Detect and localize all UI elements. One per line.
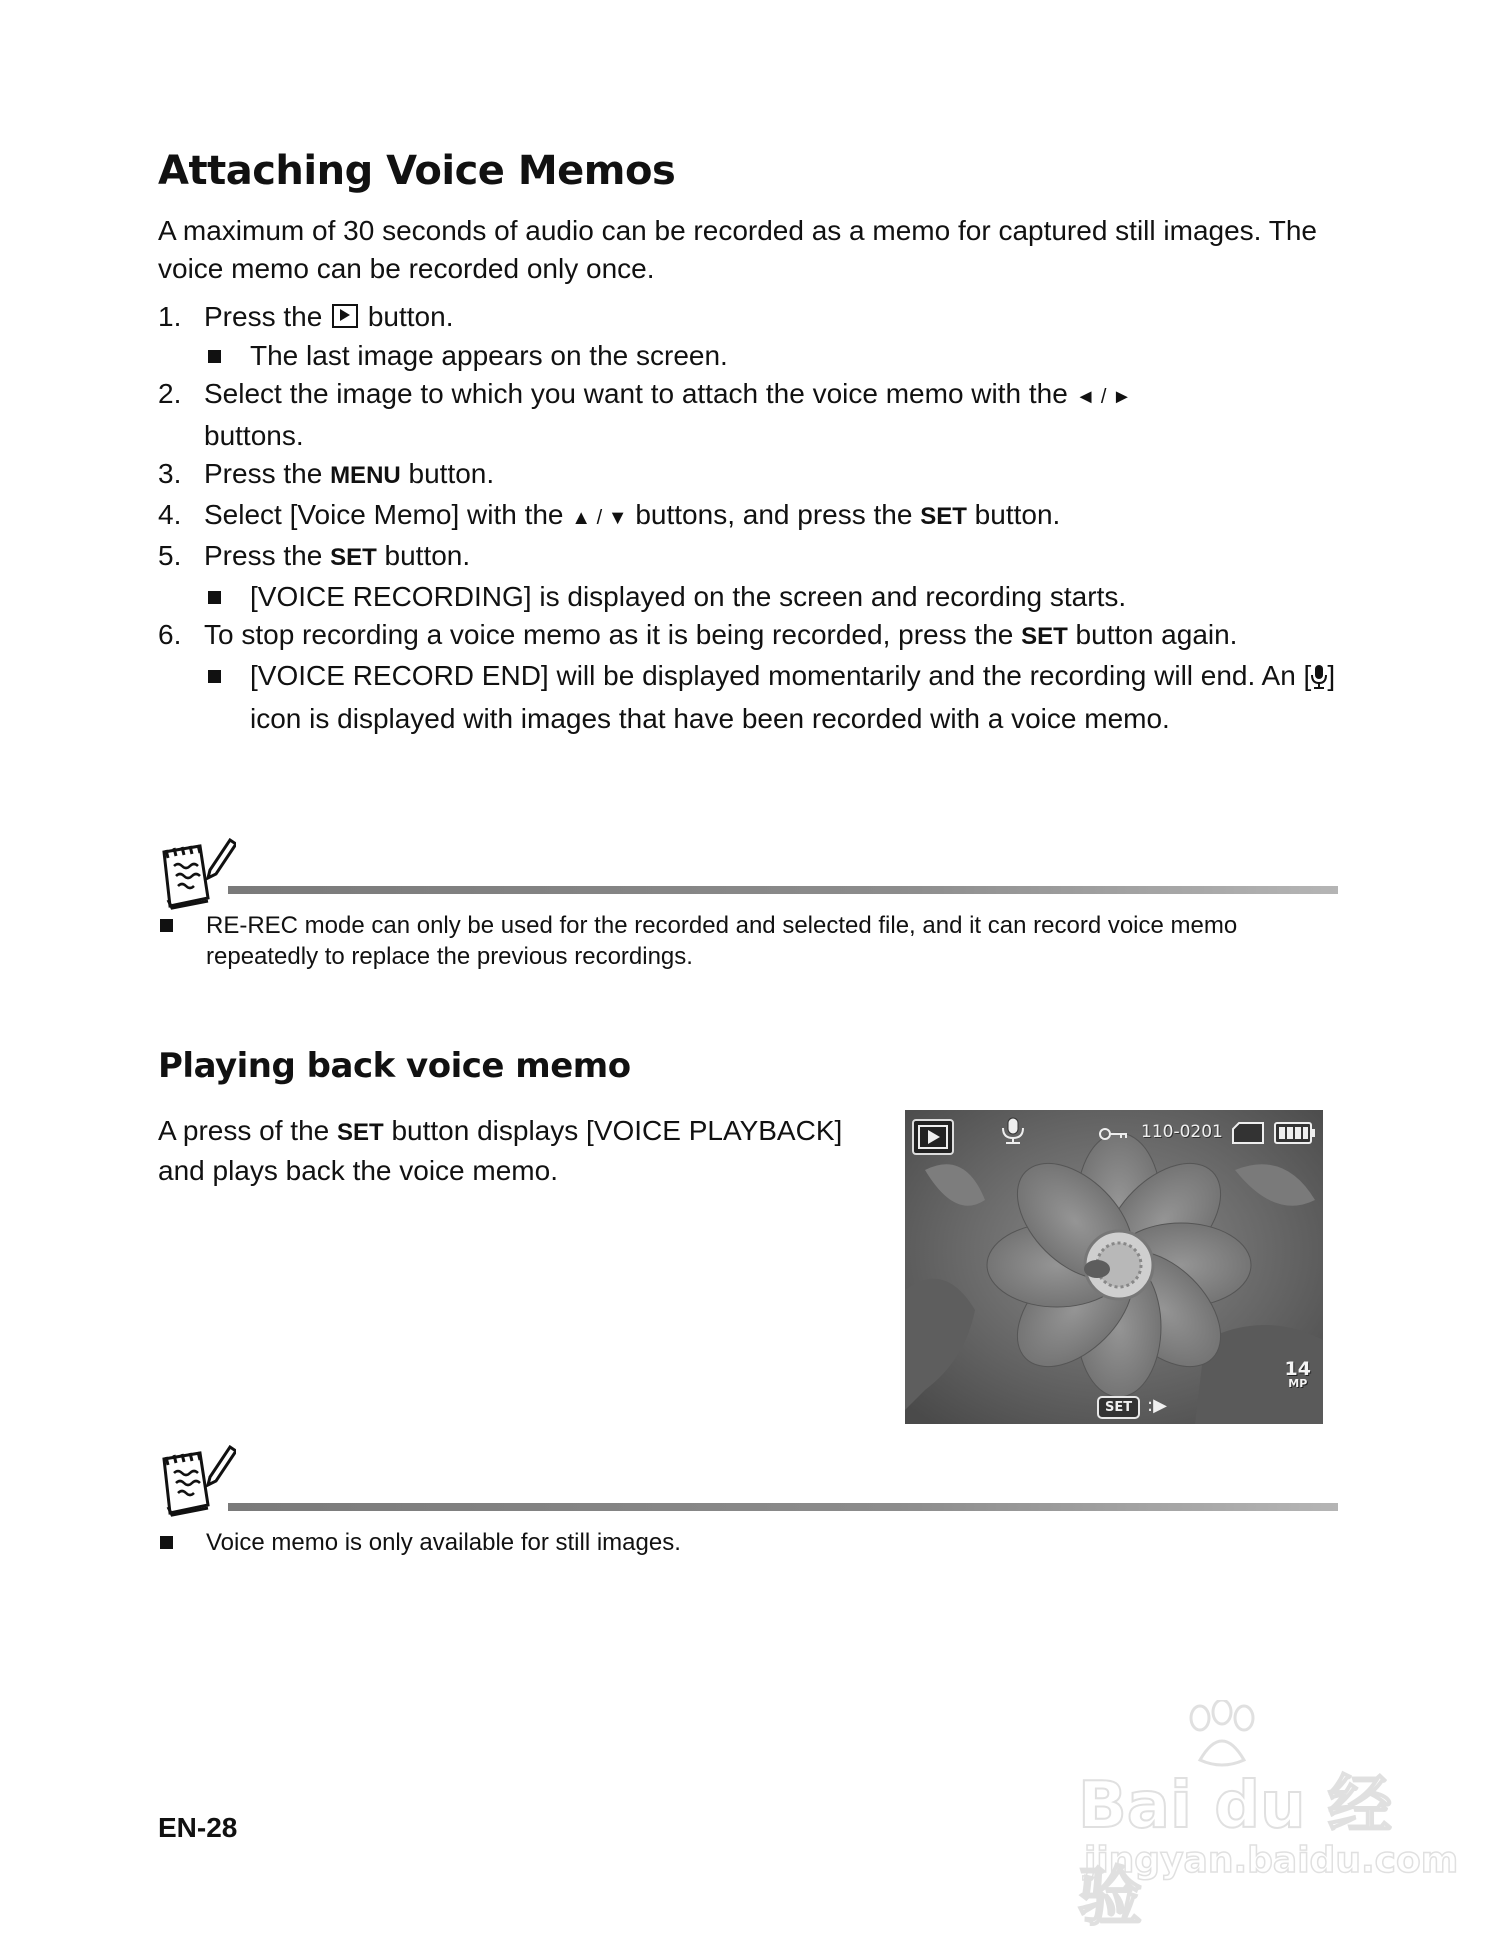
menu-keyword: MENU [330, 462, 401, 489]
bullet-square-icon [160, 919, 173, 932]
intro-paragraph: A maximum of 30 seconds of audio can be recorded as a memo for captured still images. The voice memo can be recorded only once. [158, 215, 1317, 284]
step-5-note: [VOICE RECORDING] is displayed on the screen and recording starts. [158, 578, 1338, 617]
notepad-pencil-icon [158, 1445, 236, 1522]
up-down-arrows-icon: ▲ / ▼ [571, 506, 628, 529]
file-number-label: 110-0201 [1141, 1122, 1223, 1142]
step-1: 1. Press the button. [158, 301, 454, 332]
bullet-square-icon [208, 591, 221, 604]
set-keyword: SET [337, 1119, 384, 1146]
set-keyword: SET [330, 544, 377, 571]
note-divider [228, 886, 1338, 894]
section-title-attaching-voice-memos: Attaching Voice Memos [158, 148, 676, 194]
step-2: 2. Select the image to which you want to attach the voice memo with the ◄ / ► buttons. [158, 378, 1132, 451]
play-hint-icon: :▶ [1147, 1395, 1167, 1416]
step-1-note: The last image appears on the screen. [158, 337, 1338, 376]
set-button-hint: SET [1097, 1396, 1140, 1419]
camera-playback-screen [905, 1110, 1323, 1424]
set-keyword: SET [920, 502, 967, 530]
step-5: 5. Press the SET button. [158, 540, 471, 571]
section-title-playing-back: Playing back voice memo [158, 1046, 631, 1086]
playback-button-icon [332, 304, 358, 328]
bullet-square-icon [208, 670, 221, 683]
manual-page: Attaching Voice Memos A maximum of 30 seconds of audio can be recorded as a memo for captured still images. The voice memo can be recorded only once. 1. Press the button. The last image appears on the screen. 2. Select the image to which you want to attach the voice memo with the ◄ / ► buttons. 3. Press the MENU button. 4. Select [Voice Memo] with the ▲ / ▼ buttons, and press the SET button. 5. Press the SET button. [VOICE RECORDING] is displayed on the screen and recording starts. 6. To stop recording a voice memo as it is being recorded, press the SET button again. [VOICE RECORD END] will be displayed momentarily and the recording will end. An [ ] icon is displayed with images that have been recorded with a voice memo. RE-REC mode can only be used for the recorded and selected file, and it can record voice memo repeatedly to replace the previous recordings. Playing back voice memo A press of the SET button displays [VOICE PLAYBACK] and plays back the voice memo. 110-0201 14 MP SET :▶ Voice memo is only available for still images. EN-28 Bai du 经验 jingyan.baidu.com [158, 148, 1459, 1935]
bullet-square-icon [160, 1536, 173, 1549]
note-still-images: Voice memo is only available for still images. [206, 1527, 1346, 1558]
notepad-pencil-icon [158, 838, 236, 915]
step-6: 6. To stop recording a voice memo as it is being recorded, press the SET button again. [158, 619, 1238, 650]
playback-paragraph: A press of the SET button displays [VOICE PLAYBACK] and plays back the voice memo. [158, 1115, 843, 1186]
left-right-arrows-icon: ◄ / ► [1075, 386, 1132, 408]
step-4: 4. Select [Voice Memo] with the ▲ / ▼ buttons, and press the SET button. [158, 498, 1061, 530]
note-divider [228, 1503, 1338, 1511]
note-rerec: RE-REC mode can only be used for the recorded and selected file, and it can record voice memo repeatedly to replace the previous recordings. [206, 910, 1346, 972]
microphone-icon [1311, 662, 1327, 701]
step-3: 3. Press the MENU button. [158, 458, 495, 489]
page-number: EN-28 [158, 1812, 238, 1843]
flower-photo [905, 1110, 1323, 1424]
resolution-badge: 14 MP [1284, 1358, 1311, 1390]
set-keyword: SET [1021, 623, 1068, 650]
bullet-square-icon [208, 350, 221, 363]
steps-list [158, 298, 1338, 739]
step-6-note: [VOICE RECORD END] will be displayed momentarily and the recording will end. An [ ] icon is displayed with images that have been recorded with a voice memo. [158, 657, 1338, 739]
